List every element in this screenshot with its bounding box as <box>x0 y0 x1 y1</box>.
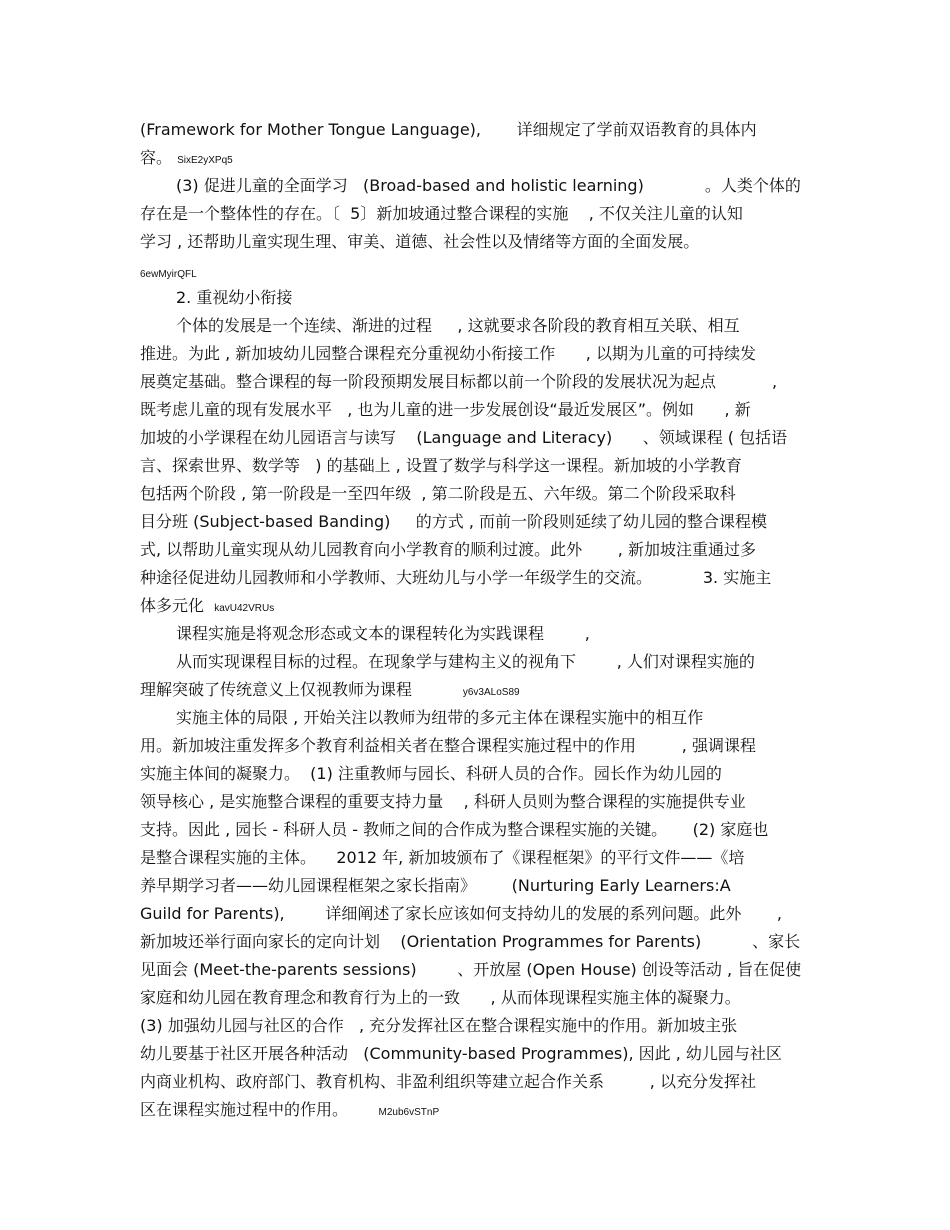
text-line: 区在课程实施过程中的作用。 M2ub6vSTnP <box>140 1100 440 1119</box>
text-line: 种途径促进幼儿园教师和小学教师、大班幼儿与小学一年级学生的交流。 3. 实施主 <box>140 568 772 587</box>
text-line: 内商业机构、政府部门、教育机构、非盈利组织等建立起合作关系 , 以充分发挥社 <box>140 1072 756 1091</box>
text-line: 学习 , 还帮助儿童实现生理、审美、道德、社会性以及情绪等方面的全面发展。 <box>140 232 700 251</box>
text-line: 目分班 (Subject-based Banding) 的方式 , 而前一阶段则延续了幼儿园的整合课程模 <box>140 512 768 531</box>
text-line: 支持。因此 , 园长 - 科研人员 - 教师之间的合作成为整合课程实施的关键。 (2) 家庭也 <box>140 820 769 839</box>
text-line <box>140 262 197 285</box>
text-line: 个体的发展是一个连续、渐进的过程 , 这就要求各阶段的教育相互关联、相互 <box>176 316 740 335</box>
reference-code: M2ub6vSTnP <box>378 1107 440 1118</box>
text-line: 式, 以帮助儿童实现从幼儿园教育向小学教育的顺利过渡。此外 , 新加坡注重通过多 <box>140 540 756 559</box>
text-line: 存在是一个整体性的存在。〔 5〕新加坡通过整合课程的实施 , 不仅关注儿童的认知 <box>140 204 743 223</box>
reference-code: y6v3ALoS89 <box>462 687 520 698</box>
text-line: 体多元化 kavU42VRUs <box>140 596 275 615</box>
text-line: (Framework for Mother Tongue Language), 详细规定了学前双语教育的具体内 <box>140 120 757 139</box>
text-line: 既考虑儿童的现有发展水平 , 也为儿童的进一步发展创设“最近发展区”。例如 , 新 <box>140 400 751 419</box>
text-line: 家庭和幼儿园在教育理念和教育行为上的一致 , 从而体现课程实施主体的凝聚力。 <box>140 988 741 1007</box>
text-line: 领导核心 , 是实施整合课程的重要支持力量 , 科研人员则为整合课程的实施提供专业 <box>140 792 746 811</box>
text-line: 展奠定基础。整合课程的每一阶段预期发展目标都以前一个阶段的发展状况为起点 , <box>140 372 778 391</box>
text-line: 言、探索世界、数学等 ) 的基础上 , 设置了数学与科学这一课程。新加坡的小学教育 <box>140 456 742 475</box>
text-line: (3) 促进儿童的全面学习 (Broad-based and holistic learning) 。人类个体的 <box>176 176 801 195</box>
text-line: 理解突破了传统意义上仅视教师为课程 y6v3ALoS89 <box>140 680 520 699</box>
section-heading: 2. 重视幼小衔接 <box>176 288 293 307</box>
text-line: 包括两个阶段 , 第一阶段是一至四年级 , 第二阶段是五、六年级。第二个阶段采取科 <box>140 484 736 503</box>
reference-code: 6ewMyirQFL <box>140 269 197 280</box>
text-line: Guild for Parents), 详细阐述了家长应该如何支持幼儿的发展的系列问题。此外 , <box>140 904 783 923</box>
text-line: 幼儿要基于社区开展各种活动 (Community-based Programmes), 因此 , 幼儿园与社区 <box>140 1044 782 1063</box>
text-line: 养早期学习者——幼儿园课程框架之家长指南》 (Nurturing Early Learners:A <box>140 876 731 895</box>
text-line: 容。 SixE2yXPq5 <box>140 148 233 167</box>
text-line: 课程实施是将观念形态或文本的课程转化为实践课程 , <box>176 624 590 643</box>
text-line: (3) 加强幼儿园与社区的合作 , 充分发挥社区在整合课程实施中的作用。新加坡主张 <box>140 1016 738 1035</box>
text-line: 是整合课程实施的主体。 2012 年, 新加坡颁布了《课程框架》的平行文件——《培 <box>140 848 745 867</box>
text-line: 从而实现课程目标的过程。在现象学与建构主义的视角下 , 人们对课程实施的 <box>176 652 755 671</box>
reference-code: SixE2yXPq5 <box>177 155 233 166</box>
text-line: 加坡的小学课程在幼儿园语言与读写 (Language and Literacy) 、领域课程 ( 包括语 <box>140 428 788 447</box>
text-line: 实施主体的局限 , 开始关注以教师为纽带的多元主体在课程实施中的相互作 <box>176 708 704 727</box>
text-line: 实施主体间的凝聚力。 (1) 注重教师与园长、科研人员的合作。园长作为幼儿园的 <box>140 764 722 783</box>
text-line: 推进。为此 , 新加坡幼儿园整合课程充分重视幼小衔接工作 , 以期为儿童的可持续发 <box>140 344 756 363</box>
reference-code: kavU42VRUs <box>214 603 275 614</box>
text-line: 新加坡还举行面向家长的定向计划 (Orientation Programmes for Parents) 、家长 <box>140 932 801 951</box>
text-line: 用。新加坡注重发挥多个教育利益相关者在整合课程实施过程中的作用 , 强调课程 <box>140 736 756 755</box>
text-line: 见面会 (Meet-the-parents sessions) 、开放屋 (Open House) 创设等活动 , 旨在促使 <box>140 960 802 979</box>
